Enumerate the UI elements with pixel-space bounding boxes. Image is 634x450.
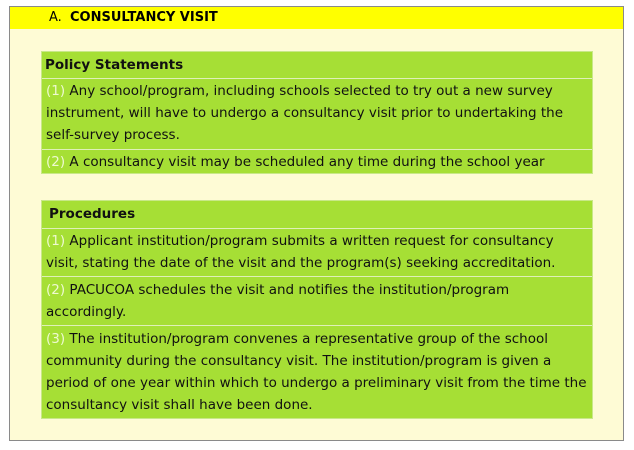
procedure-item-1	[42, 229, 592, 277]
policy-item-2	[42, 150, 592, 173]
policy-statements-panel	[41, 51, 593, 174]
item-number: (2)	[46, 154, 66, 170]
item-text: Applicant institution/program submits a written request for consultancy visit, stating the date of the visit and the program(s) seeking accreditation.	[46, 233, 556, 271]
procedure-item-2	[42, 277, 592, 326]
section-letter: A.	[49, 10, 62, 25]
item-text: PACUCOA schedules the visit and notifies the institution/program accordingly.	[46, 282, 510, 320]
section-header	[10, 7, 623, 29]
item-number: (1)	[46, 233, 66, 249]
consultancy-visit-section	[9, 6, 624, 441]
item-number: (1)	[46, 83, 66, 99]
item-number: (3)	[46, 331, 66, 347]
item-text: A consultancy visit may be scheduled any time during the school year	[69, 154, 545, 170]
policy-statements-title: Policy Statements	[42, 52, 592, 79]
procedures-panel	[41, 200, 593, 419]
item-text: Any school/program, including schools selected to try out a new survey instrument, will have to undergo a consultancy visit prior to undertaking the self-survey process.	[46, 83, 564, 143]
procedure-item-3	[42, 326, 592, 418]
procedures-title: Procedures	[42, 201, 592, 229]
section-title: CONSULTANCY VISIT	[70, 10, 218, 25]
policy-item-1	[42, 79, 592, 150]
item-number: (2)	[46, 282, 66, 298]
item-text: The institution/program convenes a representative group of the school community during the consultancy visit. The institution/program is given a period of one year within which to undergo a preliminary visit from the time the consultancy visit shall have been done.	[46, 331, 587, 413]
